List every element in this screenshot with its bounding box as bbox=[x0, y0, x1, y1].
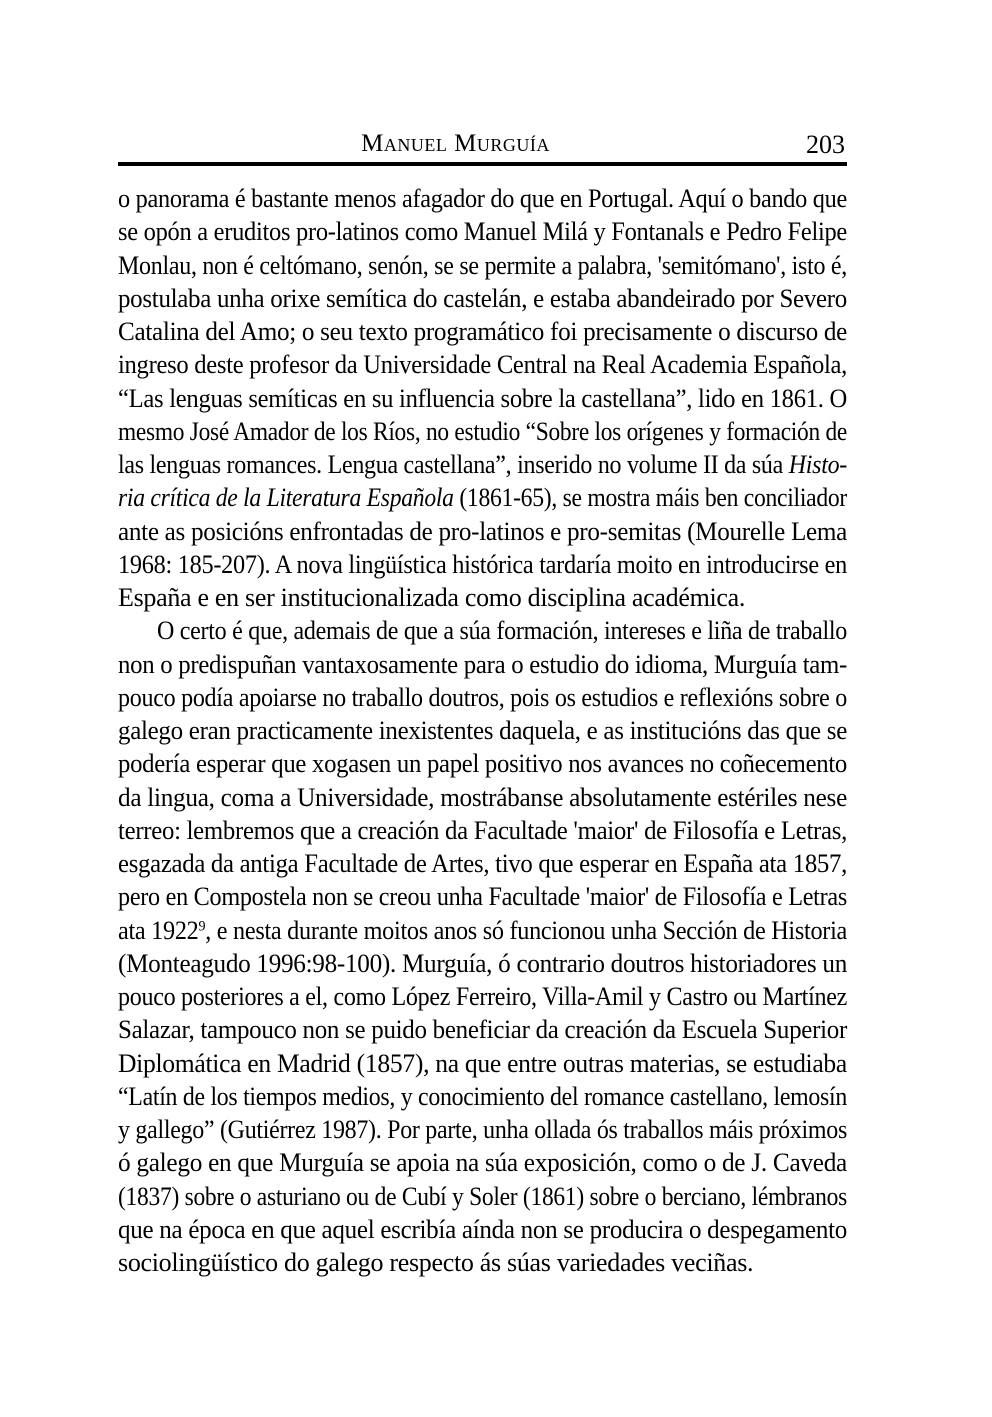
text-segment: ó galego en que Murguía se apoia na súa exposición, como o de J. Caveda bbox=[118, 1148, 847, 1178]
text-line-content bbox=[118, 182, 847, 215]
text-segment: ante as posicións enfrontadas de pro-latinos e pro-semitas (Mourelle Lema bbox=[118, 516, 847, 546]
text-line bbox=[118, 714, 847, 747]
text-line bbox=[118, 249, 847, 282]
text-line bbox=[118, 1146, 847, 1179]
text-segment: ingreso deste profesor da Universidade Central na Real Academia Española, bbox=[118, 350, 847, 380]
text-line-content bbox=[118, 847, 847, 880]
text-line-content bbox=[118, 947, 847, 980]
text-segment: las lenguas romances. Lengua castellana”, inserido no volume II da súa bbox=[118, 450, 789, 479]
text-line bbox=[118, 515, 847, 548]
body-text bbox=[118, 182, 847, 1279]
text-line bbox=[118, 1013, 847, 1046]
text-segment: terreo: lembremos que a creación da Facultade 'maior' de Filosofía e Letras, bbox=[118, 815, 847, 845]
text-segment: “Latín de los tiempos medios, y conocimiento del romance castellano, lemosín bbox=[118, 1081, 847, 1111]
text-line-content bbox=[118, 814, 847, 847]
text-segment: Diplomática en Madrid (1857), na que entre outras materias, se estudiaba bbox=[118, 1048, 847, 1078]
text-segment: se opón a eruditos pro-latinos como Manuel Milá y Fontanals e Pedro Felipe bbox=[118, 217, 847, 247]
text-line-content bbox=[118, 914, 847, 947]
text-segment: podería esperar que xogasen un papel positivo nos avances no coñecemento bbox=[118, 749, 847, 779]
text-segment: mesmo José Amador de los Ríos, no estudio “Sobre los orígenes y formación de bbox=[118, 416, 847, 446]
text-segment: (Monteagudo 1996:98-100). Murguía, ó contrario doutros historiadores un bbox=[118, 948, 847, 978]
text-line bbox=[118, 681, 847, 714]
text-segment: Catalina del Amo; o seu texto programático foi precisamente o discurso de bbox=[118, 317, 847, 346]
text-segment: esgazada da antiga Facultade de Artes, tivo que esperar en España ata 1857, bbox=[118, 849, 847, 878]
text-line-content bbox=[118, 1013, 847, 1046]
text-line bbox=[118, 814, 847, 847]
text-segment: “Las lenguas semíticas en su influencia sobre la castellana”, lido en 1861. O bbox=[118, 383, 847, 413]
text-line-content bbox=[118, 581, 745, 614]
text-line bbox=[118, 1113, 847, 1146]
text-line bbox=[118, 215, 847, 248]
text-line bbox=[118, 1047, 847, 1080]
text-segment: pouco podía apoiarse no traballo doutros, pois os estudios e reflexións sobre o bbox=[118, 682, 847, 712]
text-line-content bbox=[118, 781, 847, 814]
text-segment: postulaba unha orixe semítica do castelán, e estaba abandeirado por Severo bbox=[118, 283, 847, 313]
running-header-title: Manuel Murguía bbox=[361, 130, 550, 157]
text-line-content bbox=[118, 681, 847, 714]
text-line-content bbox=[118, 515, 847, 548]
text-segment: pero en Compostela non se creou unha Facultade 'maior' de Filosofía e Letras bbox=[118, 882, 847, 912]
text-segment: España e en ser institucionalizada como disciplina académica. bbox=[118, 583, 746, 612]
text-line-content bbox=[157, 614, 847, 647]
text-line bbox=[118, 581, 847, 614]
text-line-content bbox=[118, 747, 847, 780]
page-number: 203 bbox=[806, 130, 845, 159]
text-line bbox=[118, 781, 847, 814]
text-line-content bbox=[118, 481, 847, 514]
text-line bbox=[118, 1180, 847, 1213]
text-line bbox=[118, 1080, 847, 1113]
text-line bbox=[118, 348, 847, 381]
text-segment: Histo- bbox=[788, 450, 847, 479]
text-line-content bbox=[118, 415, 847, 448]
text-segment: (1861-65), se mostra máis ben conciliador bbox=[459, 483, 847, 513]
text-line-content bbox=[118, 448, 847, 481]
text-line bbox=[118, 747, 847, 780]
text-line-content bbox=[118, 215, 847, 248]
text-line-content bbox=[118, 315, 847, 348]
text-segment: pouco posteriores a el, como López Ferreiro, Villa-Amil y Castro ou Martínez bbox=[118, 982, 847, 1011]
text-line bbox=[118, 1213, 847, 1246]
text-line-content bbox=[118, 714, 847, 747]
text-line bbox=[118, 315, 847, 348]
text-segment: O certo é que, ademais de que a súa formación, intereses e liña de traballo bbox=[157, 616, 847, 646]
text-line-content bbox=[118, 382, 847, 415]
text-line-content bbox=[118, 980, 847, 1013]
text-segment: que na época en que aquel escribía aínda non se producira o despegamento bbox=[118, 1214, 847, 1244]
text-segment: non o predispuñan vantaxosamente para o estudio do idioma, Murguía tam- bbox=[118, 649, 847, 679]
text-line-content bbox=[118, 1113, 847, 1146]
text-line bbox=[118, 282, 847, 315]
text-line bbox=[118, 847, 847, 880]
paragraph bbox=[118, 182, 847, 614]
header-rule bbox=[118, 162, 847, 166]
text-line-content bbox=[118, 1047, 847, 1080]
text-line bbox=[118, 914, 847, 947]
text-line bbox=[118, 880, 847, 913]
text-line bbox=[118, 182, 847, 215]
text-line bbox=[118, 415, 847, 448]
text-line-content bbox=[118, 249, 847, 282]
text-segment: y gallego” (Gutiérrez 1987). Por parte, unha ollada ós traballos máis próximos bbox=[118, 1115, 847, 1144]
text-line-content bbox=[118, 1146, 847, 1179]
text-segment: Monlau, non é celtómano, senón, se se permite a palabra, 'semitómano', isto é, bbox=[118, 250, 847, 280]
text-line bbox=[118, 980, 847, 1013]
running-header bbox=[118, 130, 847, 160]
text-segment: Salazar, tampouco non se puido beneficiar da creación da Escuela Superior bbox=[118, 1015, 847, 1045]
text-line-content bbox=[118, 1080, 847, 1113]
text-segment: (1837) sobre o asturiano ou de Cubí y Soler (1861) sobre o berciano, lémbranos bbox=[118, 1181, 847, 1211]
text-line-content bbox=[118, 348, 847, 381]
text-line-content bbox=[118, 548, 847, 581]
text-segment: , e nesta durante moitos anos só funcionou unha Sección de Historia bbox=[205, 915, 847, 945]
text-segment: o panorama é bastante menos afagador do que en Portugal. Aquí o bando que bbox=[118, 184, 847, 213]
text-line bbox=[118, 448, 847, 481]
text-segment: ria crítica de la Literatura Española bbox=[118, 483, 460, 513]
text-segment: ata 1922 bbox=[118, 915, 199, 945]
text-segment: galego eran practicamente inexistentes daquela, e as institucións das que se bbox=[118, 716, 847, 745]
text-line bbox=[118, 614, 847, 647]
text-segment: da lingua, coma a Universidade, mostrábanse absolutamente estériles nese bbox=[118, 782, 847, 812]
text-line-content bbox=[118, 880, 847, 913]
text-line-content bbox=[118, 1180, 847, 1213]
text-block bbox=[118, 130, 847, 1279]
text-line bbox=[118, 1246, 847, 1279]
text-line bbox=[118, 648, 847, 681]
text-segment: sociolingüístico do galego respecto ás súas variedades veciñas. bbox=[118, 1248, 754, 1277]
text-segment: 1968: 185-207). A nova lingüística histórica tardaría moito en introducirse en bbox=[118, 549, 847, 579]
text-line bbox=[118, 382, 847, 415]
footnote-marker: 9 bbox=[198, 918, 206, 935]
text-line-content bbox=[118, 1246, 753, 1279]
text-line-content bbox=[118, 648, 847, 681]
text-line bbox=[118, 548, 847, 581]
text-line-content bbox=[118, 282, 847, 315]
text-line bbox=[118, 947, 847, 980]
paragraph bbox=[118, 614, 847, 1279]
text-line-content bbox=[118, 1213, 847, 1246]
text-line bbox=[118, 481, 847, 514]
